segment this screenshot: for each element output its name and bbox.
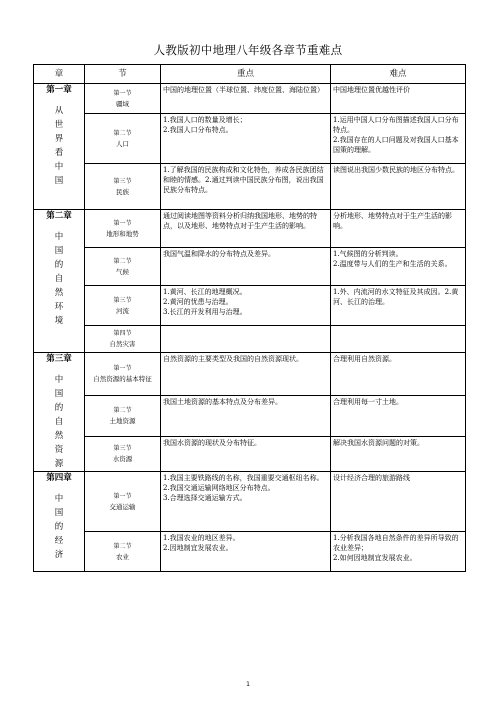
- page-number: 1: [246, 681, 250, 688]
- section-name: 疆域: [116, 99, 129, 108]
- chapter-name-char: 经: [54, 536, 64, 546]
- key-point-text: 1.我国主要铁路线的名称，我国重要交通枢纽名称。: [163, 474, 324, 482]
- section-name: 自然灾害: [109, 340, 136, 348]
- chapter-name-char: 的: [54, 522, 64, 532]
- difficult-points-cell: [331, 353, 466, 396]
- key-point-text: 1.黄河、长江的地理概况。: [163, 288, 247, 296]
- chapter-name-char: 源: [54, 459, 64, 469]
- table-row: [34, 326, 466, 353]
- key-point-text: 1.我国农业的地区差异。: [163, 534, 240, 542]
- chapter-cell: [34, 472, 85, 572]
- key-points-cell: [161, 437, 331, 472]
- key-point-text: 我国气温和降水的分布特点及差异。: [163, 250, 275, 258]
- difficult-point-text: 1.分析我国各地自然条件的差异所导致的农业差异；: [333, 534, 459, 552]
- difficult-points-cell: [331, 164, 466, 210]
- difficult-point-text: 读图说出我国少数民族的地区分布特点。: [333, 166, 459, 174]
- difficult-points-cell: [331, 248, 466, 286]
- section-name: 交通运输: [109, 502, 136, 511]
- difficult-point-text: 1.外、内流河的水文特征及其成因。2.黄河、长江的治理。: [333, 288, 459, 306]
- section-cell: [85, 353, 161, 396]
- section-name: 河流: [116, 306, 129, 315]
- key-point-text: 2.因地制宜发展农业。: [163, 544, 233, 552]
- table-row: [34, 164, 466, 210]
- section-name: 民族: [116, 187, 129, 196]
- section-cell: [85, 532, 161, 572]
- chapter-cell: [34, 84, 85, 210]
- difficult-points-cell: [331, 472, 466, 532]
- section-cell: [85, 210, 161, 248]
- key-point-text: 1.了解我国的民族构成和文化特色，养成各民族团结和睦的情感。2.通过判读中国民族分布图，说出我国民族分布特点。: [163, 166, 324, 194]
- chapter-name-char: 然: [54, 431, 64, 441]
- table-row: [34, 114, 466, 164]
- difficult-point-text: 合理利用自然资源。: [333, 355, 396, 363]
- section-number: 第二节: [113, 542, 132, 550]
- chapter-name: [34, 104, 84, 188]
- section-name: 人口: [116, 139, 129, 148]
- chapter-name-char: 然: [54, 288, 64, 298]
- table-row: [34, 286, 466, 326]
- difficult-points-cell: [331, 532, 466, 572]
- key-points-cell: [161, 164, 331, 210]
- key-points-cell: [161, 532, 331, 572]
- section-number: 第二节: [113, 407, 132, 414]
- key-point-text: 2.我国交通运输网络地区分布特点。: [163, 484, 275, 492]
- difficult-point-text: 2.如何因地制宜发展农业。: [333, 554, 417, 562]
- key-point-text: 通过阅读地图等资料分析归纳我国地形、地势的特点，以及地形、地势特点对于生产生活的影响。: [163, 212, 317, 230]
- header-section: 节: [85, 65, 161, 84]
- table-row: [34, 210, 466, 248]
- chapter-name: [34, 373, 84, 471]
- section-number: 第一节: [113, 365, 132, 372]
- section-number: 第二节: [113, 129, 132, 137]
- table-row: [34, 396, 466, 437]
- section-cell: [85, 164, 161, 210]
- chapter-cell: [34, 353, 85, 472]
- key-points-cell: [161, 472, 331, 532]
- difficult-points-cell: [331, 396, 466, 437]
- chapter-name-char: 的: [54, 403, 64, 413]
- key-point-text: 我国土地资源的基本特点及分布差异。: [163, 398, 282, 406]
- key-points-cell: [161, 248, 331, 286]
- difficult-point-text: 合理利用每一寸土地。: [333, 398, 403, 406]
- section-number: 第三节: [113, 177, 132, 185]
- chapter-name-char: 中: [54, 232, 64, 242]
- table-row: [34, 472, 466, 532]
- key-points-cell: [161, 286, 331, 326]
- key-points-cell: [161, 84, 331, 114]
- section-name: 土地资源: [109, 417, 136, 425]
- chapter-name-char: 国: [54, 389, 64, 399]
- chapter-number: 第二章: [46, 211, 72, 221]
- page-title: 人教版初中地理八年级各章节重难点: [153, 43, 343, 57]
- chapter-name-char: 境: [54, 316, 64, 326]
- chapter-number: 第一章: [46, 85, 72, 95]
- section-cell: [85, 326, 161, 353]
- section-name: 地形和地势: [106, 229, 139, 238]
- header-chapter: 章: [34, 65, 85, 84]
- section-cell: [85, 114, 161, 164]
- section-number: 第一节: [113, 89, 132, 97]
- table-row: [34, 437, 466, 472]
- section-name: 农业: [116, 552, 129, 561]
- section-name: 气候: [116, 267, 129, 276]
- key-points-cell: [161, 326, 331, 353]
- table-row: [34, 248, 466, 286]
- key-points-cell: [161, 396, 331, 437]
- section-name: 水资源: [112, 455, 133, 463]
- difficult-point-text: 2.温度带与人们的生产和生活的关系。: [333, 260, 452, 268]
- section-number: 第三节: [113, 296, 132, 304]
- chapter-number: 第三章: [46, 354, 72, 364]
- table-row: [34, 532, 466, 572]
- chapter-name-char: 国: [54, 246, 64, 256]
- difficult-points-cell: [331, 84, 466, 114]
- chapter-name-char: 中: [54, 162, 64, 172]
- difficult-points-cell: [331, 286, 466, 326]
- section-number: 第四节: [113, 330, 132, 337]
- difficult-point-text: 1.气候图的分析判读。: [333, 250, 403, 258]
- chapter-name-char: 中: [54, 375, 64, 385]
- chapter-name-char: 中: [54, 494, 64, 504]
- chapter-name-char: 自: [54, 274, 64, 284]
- key-points-table: [33, 64, 466, 572]
- section-number: 第一节: [113, 492, 132, 500]
- chapter-name: [34, 492, 84, 562]
- difficult-point-text: 1.运用中国人口分布图描述我国人口分布特点。: [333, 116, 459, 134]
- chapter-name-char: 国: [54, 176, 64, 186]
- chapter-name-char: 环: [54, 302, 64, 312]
- chapter-name-char: 从: [54, 106, 64, 116]
- table-row: [34, 353, 466, 396]
- section-cell: [85, 437, 161, 472]
- section-number: 第一节: [113, 219, 132, 227]
- key-points-cell: [161, 114, 331, 164]
- key-point-text: 2.黄河的忧患与治理。: [163, 298, 233, 306]
- header-difficult-points: 难点: [331, 65, 466, 84]
- key-point-text: 中国的地理位置（半球位置、纬度位置、海陆位置）: [163, 86, 324, 94]
- difficult-point-text: 分析地形、地势特点对于生产生活的影响。: [333, 212, 452, 230]
- chapter-name-char: 国: [54, 508, 64, 518]
- section-cell: [85, 472, 161, 532]
- chapter-name: [34, 230, 84, 328]
- difficult-point-text: 中国地理位置优越性评价: [333, 86, 410, 94]
- difficult-points-cell: [331, 437, 466, 472]
- header-row: [34, 65, 466, 84]
- chapter-name-char: 看: [54, 148, 64, 158]
- chapter-name-char: 资: [54, 445, 64, 455]
- difficult-point-text: 设计经济合理的旅游路线: [333, 474, 410, 482]
- difficult-points-cell: [331, 326, 466, 353]
- key-point-text: 自然资源的主要类型及我国的自然资源现状。: [163, 355, 303, 363]
- key-point-text: 3.长江的开发利用与治理。: [163, 308, 247, 316]
- difficult-points-cell: [331, 210, 466, 248]
- table-body: [34, 84, 466, 572]
- key-point-text: 我国水资源的现状及分布特征。: [163, 439, 261, 447]
- section-cell: [85, 396, 161, 437]
- chapter-name-char: 界: [54, 134, 64, 144]
- key-point-text: 2.我国人口分布特点。: [163, 126, 233, 134]
- chapter-name-char: 济: [54, 550, 64, 560]
- section-cell: [85, 286, 161, 326]
- key-points-cell: [161, 353, 331, 396]
- difficult-point-text: 2.我国存在的人口问题及对我国人口基本国策的理解。: [333, 136, 459, 154]
- difficult-point-text: 解决我国水资源问题的对策。: [333, 439, 424, 447]
- chapter-name-char: 的: [54, 260, 64, 270]
- section-name: 自然资源的基本特征: [93, 375, 152, 383]
- section-cell: [85, 248, 161, 286]
- chapter-name-char: 自: [54, 417, 64, 427]
- section-number: 第三节: [113, 445, 132, 452]
- difficult-points-cell: [331, 114, 466, 164]
- table-row: [34, 84, 466, 114]
- header-key-points: 重点: [161, 65, 331, 84]
- chapter-number: 第四章: [46, 473, 72, 483]
- key-point-text: 3.合理选择交通运输方式。: [163, 494, 247, 502]
- chapter-cell: [34, 210, 85, 353]
- key-points-cell: [161, 210, 331, 248]
- key-point-text: 1.我国人口的数量及增长；: [163, 116, 247, 124]
- section-cell: [85, 84, 161, 114]
- section-number: 第二节: [113, 257, 132, 265]
- chapter-name-char: 世: [54, 120, 64, 130]
